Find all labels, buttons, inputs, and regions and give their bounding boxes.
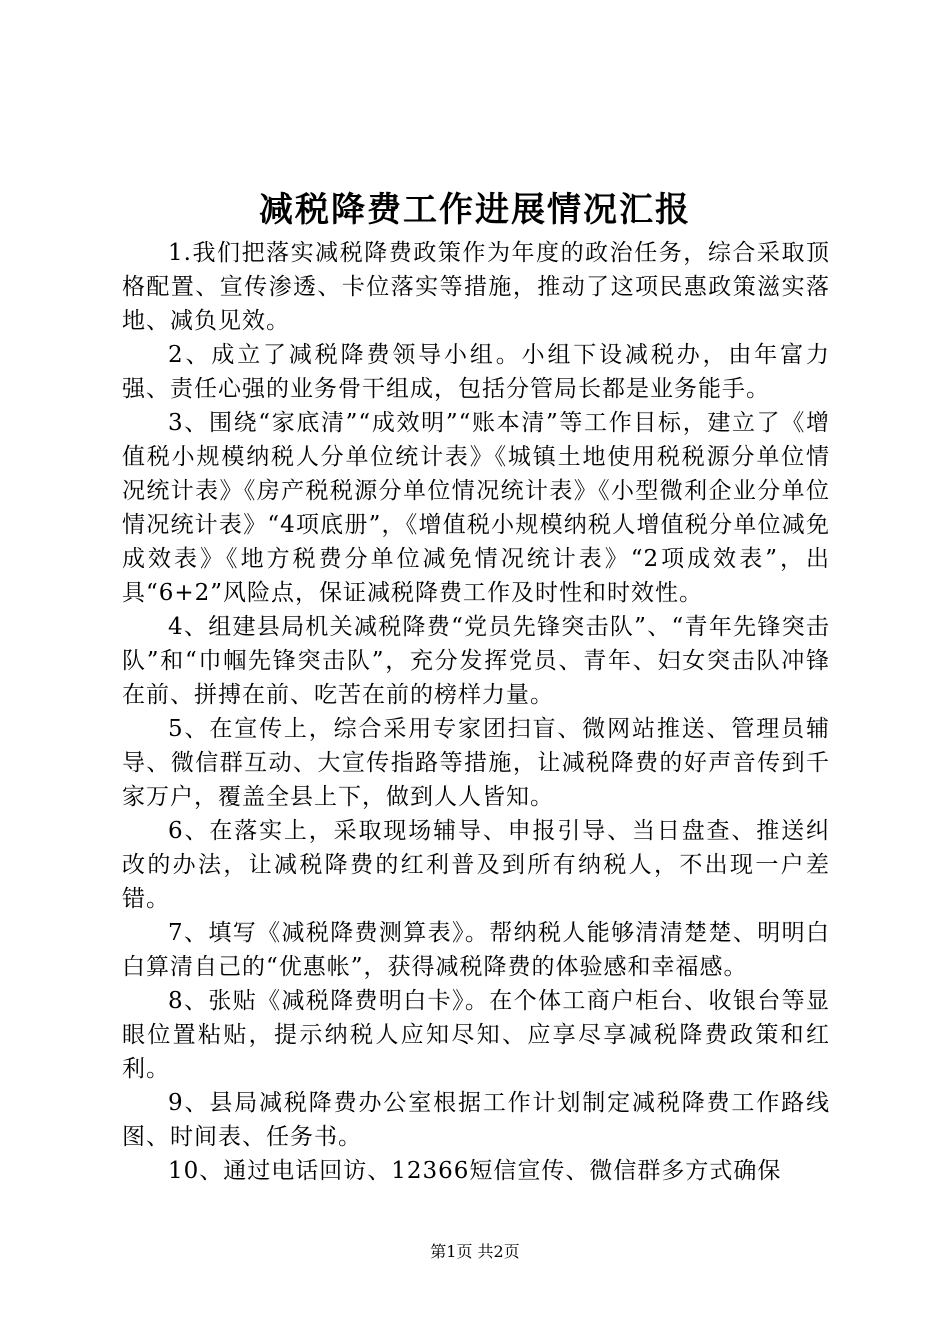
page-footer: 第1页 共2页 xyxy=(430,1242,520,1261)
paragraph-4: 4、组建县局机关减税降费“党员先锋突击队”、“青年先锋突击队”和“巾帼先锋突击队”，充分发挥党员、青年、妇女突击队冲锋在前、拼搏在前、吃苦在前的榜样力量。 xyxy=(122,614,830,708)
paragraph-1: 1.我们把落实减税降费政策作为年度的政治任务，综合采取顶格配置、宣传渗透、卡位落实等措施，推动了这项民惠政策滋实落地、减负见效。 xyxy=(122,240,830,334)
paragraph-9: 9、县局减税降费办公室根据工作计划制定减税降费工作路线图、时间表、任务书。 xyxy=(122,1090,830,1150)
paragraph-2: 2、成立了减税降费领导小组。小组下设减税办，由年富力强、责任心强的业务骨干组成，包括分管局长都是业务能手。 xyxy=(122,342,830,402)
document-title: 减税降费工作进展情况汇报 xyxy=(259,190,691,230)
paragraph-3: 3、围绕“家底清”“成效明”“账本清”等工作目标，建立了《增值税小规模纳税人分单位统计表》《城镇土地使用税税源分单位情况统计表》《房产税税源分单位情况统计表》《小型微利企业分单位情况统计表》“4项底册”，《增值税小规模纳税人增值税分单位减免成效表》《地方税费分单位减免情况统计表》“2项成效表”，出具“6+2”风险点，保证减税降费工作及时性和时效性。 xyxy=(122,410,830,606)
document-body xyxy=(122,236,830,1188)
paragraph-5: 5、在宣传上，综合采用专家团扫盲、微网站推送、管理员辅导、微信群互动、大宣传指路等措施，让减税降费的好声音传到千家万户，覆盖全县上下，做到人人皆知。 xyxy=(122,716,830,810)
paragraph-8: 8、张贴《减税降费明白卡》。在个体工商户柜台、收银台等显眼位置粘贴，提示纳税人应知尽知、应享尽享减税降费政策和红利。 xyxy=(122,988,830,1082)
paragraph-10: 10、通过电话回访、12366短信宣传、微信群多方式确保 xyxy=(168,1158,782,1184)
paragraph-7: 7、填写《减税降费测算表》。帮纳税人能够清清楚楚、明明白白算清自己的“优惠帐”，获得减税降费的体验感和幸福感。 xyxy=(122,920,830,980)
paragraph-6: 6、在落实上，采取现场辅导、申报引导、当日盘查、推送纠改的办法，让减税降费的红利普及到所有纳税人，不出现一户差错。 xyxy=(122,818,830,912)
